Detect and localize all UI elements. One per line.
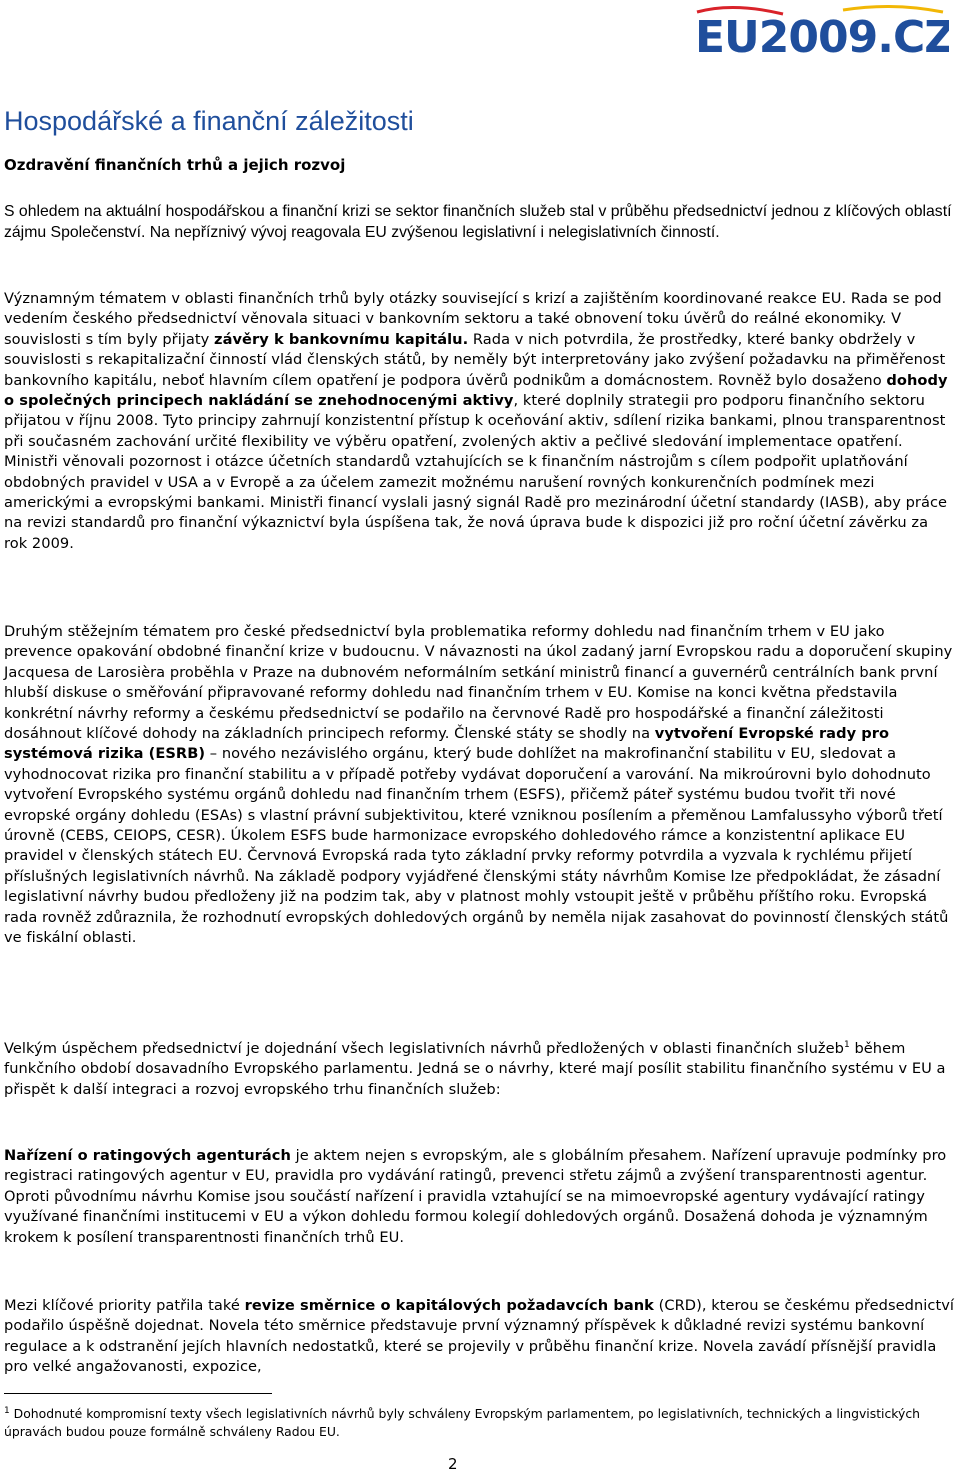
bold-conclusions: závěry k bankovnímu kapitálu.	[214, 330, 469, 348]
bold-impaired-assets: dohody o společných principech nakládání se znehodnocenými aktivy	[4, 371, 948, 410]
logo-text: EU2009.CZ	[695, 12, 949, 58]
footnote-divider	[4, 1393, 272, 1394]
footnote: $^1$ Dohodnuté kompromisní texty všech legislativních návrhů byly schváleny Evropským parlamentem, po legislativních, technických a lingvistických úpravách budou pouze formálně schváleny Radou EU.	[4, 1405, 921, 1439]
bold-rating-regulation: Nařízení o ratingových agenturách	[4, 1147, 291, 1164]
paragraph-rating-agencies: Nařízení o ratingových agenturách je aktem nejen s evropským, ale s globálním přesahem. Nařízení upravuje podmínky pro registraci ratingových agentur v EU, pravidla pro vydávání ratingů, prevenci střetu zájmů a zvýšení transparentnosti agentur. Oproti původnímu návrhu Komise jsou součástí nařízení i pravidla vztahující se na mimoevropské agentury vydávající ratingy využívané finančními institucemi v EU a výkon dohledu formou kolegií dohledových orgánů. Dosažená dohoda je významným krokem k posílení transparentnosti finančních trhů EU.	[4, 1147, 947, 1246]
bold-esrb: vytvoření Evropské rady pro systémová rizika (ESRB)	[4, 725, 890, 763]
page-title: Hospodářské a finanční záležitosti	[4, 106, 414, 136]
bold-crd: revize směrnice o kapitálových požadavcích bank	[244, 1297, 654, 1314]
paragraph-banking-crisis: Významným tématem v oblasti finančních trhů byly otázky související s krizí a zajištěním koordinované reakce EU. Rada se pod vedením českého předsednictví věnovala situaci v bankovním sektoru a také obnovení toku úvěrů do reálné ekonomiky. V souvislosti s tím byly přijaty závěry k bankovnímu kapitálu. Rada v nich potvrdila, že prostředky, které banky obdržely v souvislosti s rekapitalizační činností vlád členských států, by neměly být interpretovány jako zvýšení požadavku na přiměřenost bankovního kapitálu, neboť hlavním cílem opatření je podpora úvěrů podnikům a domácnostem. Rovněž bylo dosaženo dohody o společných principech nakládání se znehodnocenými aktivy, které doplnily strategii pro podporu finančního sektoru přijatou v říjnu 2008. Tyto principy zahrnují konzistentní přístup k oceňování aktiv, sdílení rizika bankami, plnou transparentnost při současném zachování určité flexibility ve výběru opatření, zvolených aktiv a pečlivé sledování implementace opatření. Ministři věnovali pozornost i otázce účetních standardů vztahujících se k finančním nástrojům s cílem podpořit uplatňování obdobných pravidel v USA a v Evropě a za účelem zamezit možnému narušení rovných konkurenčních podmínek mezi americkými a evropskými bankami. Ministři financí vyslali jasný signál Radě pro mezinárodní účetní standardy (IASB), aby práce na revizi standardů pro finanční výkaznictví byla úspíšena tak, že nová úprava bude k dispozici již pro roční účetní závěrku za rok 2009.	[4, 290, 948, 552]
footnote-ref: 1	[843, 1040, 850, 1051]
intro-paragraph: S ohledem na aktuální hospodářskou a finanční krizi se sektor finančních služeb stal v průběhu předsednictví jednou z klíčových oblastí zájmu Společenství. Na nepříznivý vývoj reagovala EU zvýšenou legislativní i nelegislativních činností.	[4, 203, 952, 241]
section-subheading: Ozdravění finančních trhů a jejich rozvoj	[4, 156, 346, 174]
footnote-number: 1	[4, 1405, 10, 1416]
eu2009-logo	[693, 4, 949, 58]
paragraph-supervision-reform: Druhým stěžejním tématem pro české předsednictví byla problematika reformy dohledu nad finančním trhem v EU jako prevence opakování obdobné finanční krize v budoucnu. V návaznosti na úkol zadaný jarní Evropskou radu a doporučení skupiny Jacquesa de Larosièra proběhla v Praze na dubnovém neformálním setkání ministrů financí a guvernérů centrálních bank první hlubší diskuse o směřování připravované reformy dohledu nad finančním trhem v EU. Komise na konci května představila konkrétní návrhy reformy a českému předsednictví se podařilo na červnové Radě pro hospodářské a finanční záležitosti dosáhnout klíčové dohody na základních principech reformy. Členské státy se shodly na vytvoření Evropské rady pro systémová rizika (ESRB) – nového nezávislého orgánu, který bude dohlížet na makrofinanční stabilitu v EU, sledovat a vyhodnocovat rizika pro finanční stabilitu a v případě potřeby vydávat doporučení a varování. Na mikroúrovni bylo dohodnuto vytvoření Evropského systému orgánů dohledu nad finančním trhem (ESFS), přičemž páteř systému budou tvořit tři nové evropské orgány dohledu (ESAs) s vlastní právní subjektivitou, které vzniknou posílením a přeměnou Lamfalussyho výborů třetí úrovně (CEBS, CEIOPS, CESR). Úkolem ESFS bude harmonizace evropského dohledového rámce a konzistentní aplikace EU pravidel v členských státech EU. Červnová Evropská rada tyto základní prvky reformy potvrdila a vyzvala k rychlému přijetí příslušných legislativních návrhů. Na základě podpory vyjádřené členskými státy návrhům Komise lze předpokládat, že zásadní legislativní návrhy budou předloženy již na podzim tak, aby v platnost mohly vstoupit ještě v průběhu příštího roku. Evropská rada rovněž zdůraznila, že rozhodnutí evropských dohledových orgánů by neměla nijak zasahovat do povinností členských států ve fiskální oblasti.	[4, 623, 953, 947]
paragraph-legislative-success: Velkým úspěchem předsednictví je dojednání všech legislativních návrhů předložených v oblasti finančních služeb$^1$ během funkčního období dosavadního Evropského parlamentu. Jedná se o návrhy, které mají posílit stabilitu finančního systému v EU a přispět k další integraci a rozvoj evropského trhu finančních služeb:	[4, 1040, 946, 1098]
paragraph-crd-revision: Mezi klíčové priority patřila také revize směrnice o kapitálových požadavcích bank (CRD), kterou se českému předsednictví podařilo úspěšně dojednat. Novela této směrnice představuje první významný příspěvek k důkladné revizi systému bankovní regulace a k odstranění jejích hlavních nedostatků, které se projevily v průběhu finanční krize. Novela zavádí přísnější pravidla pro velké angažovanosti, expozice,	[4, 1297, 955, 1376]
page-number: 2	[448, 1455, 458, 1473]
